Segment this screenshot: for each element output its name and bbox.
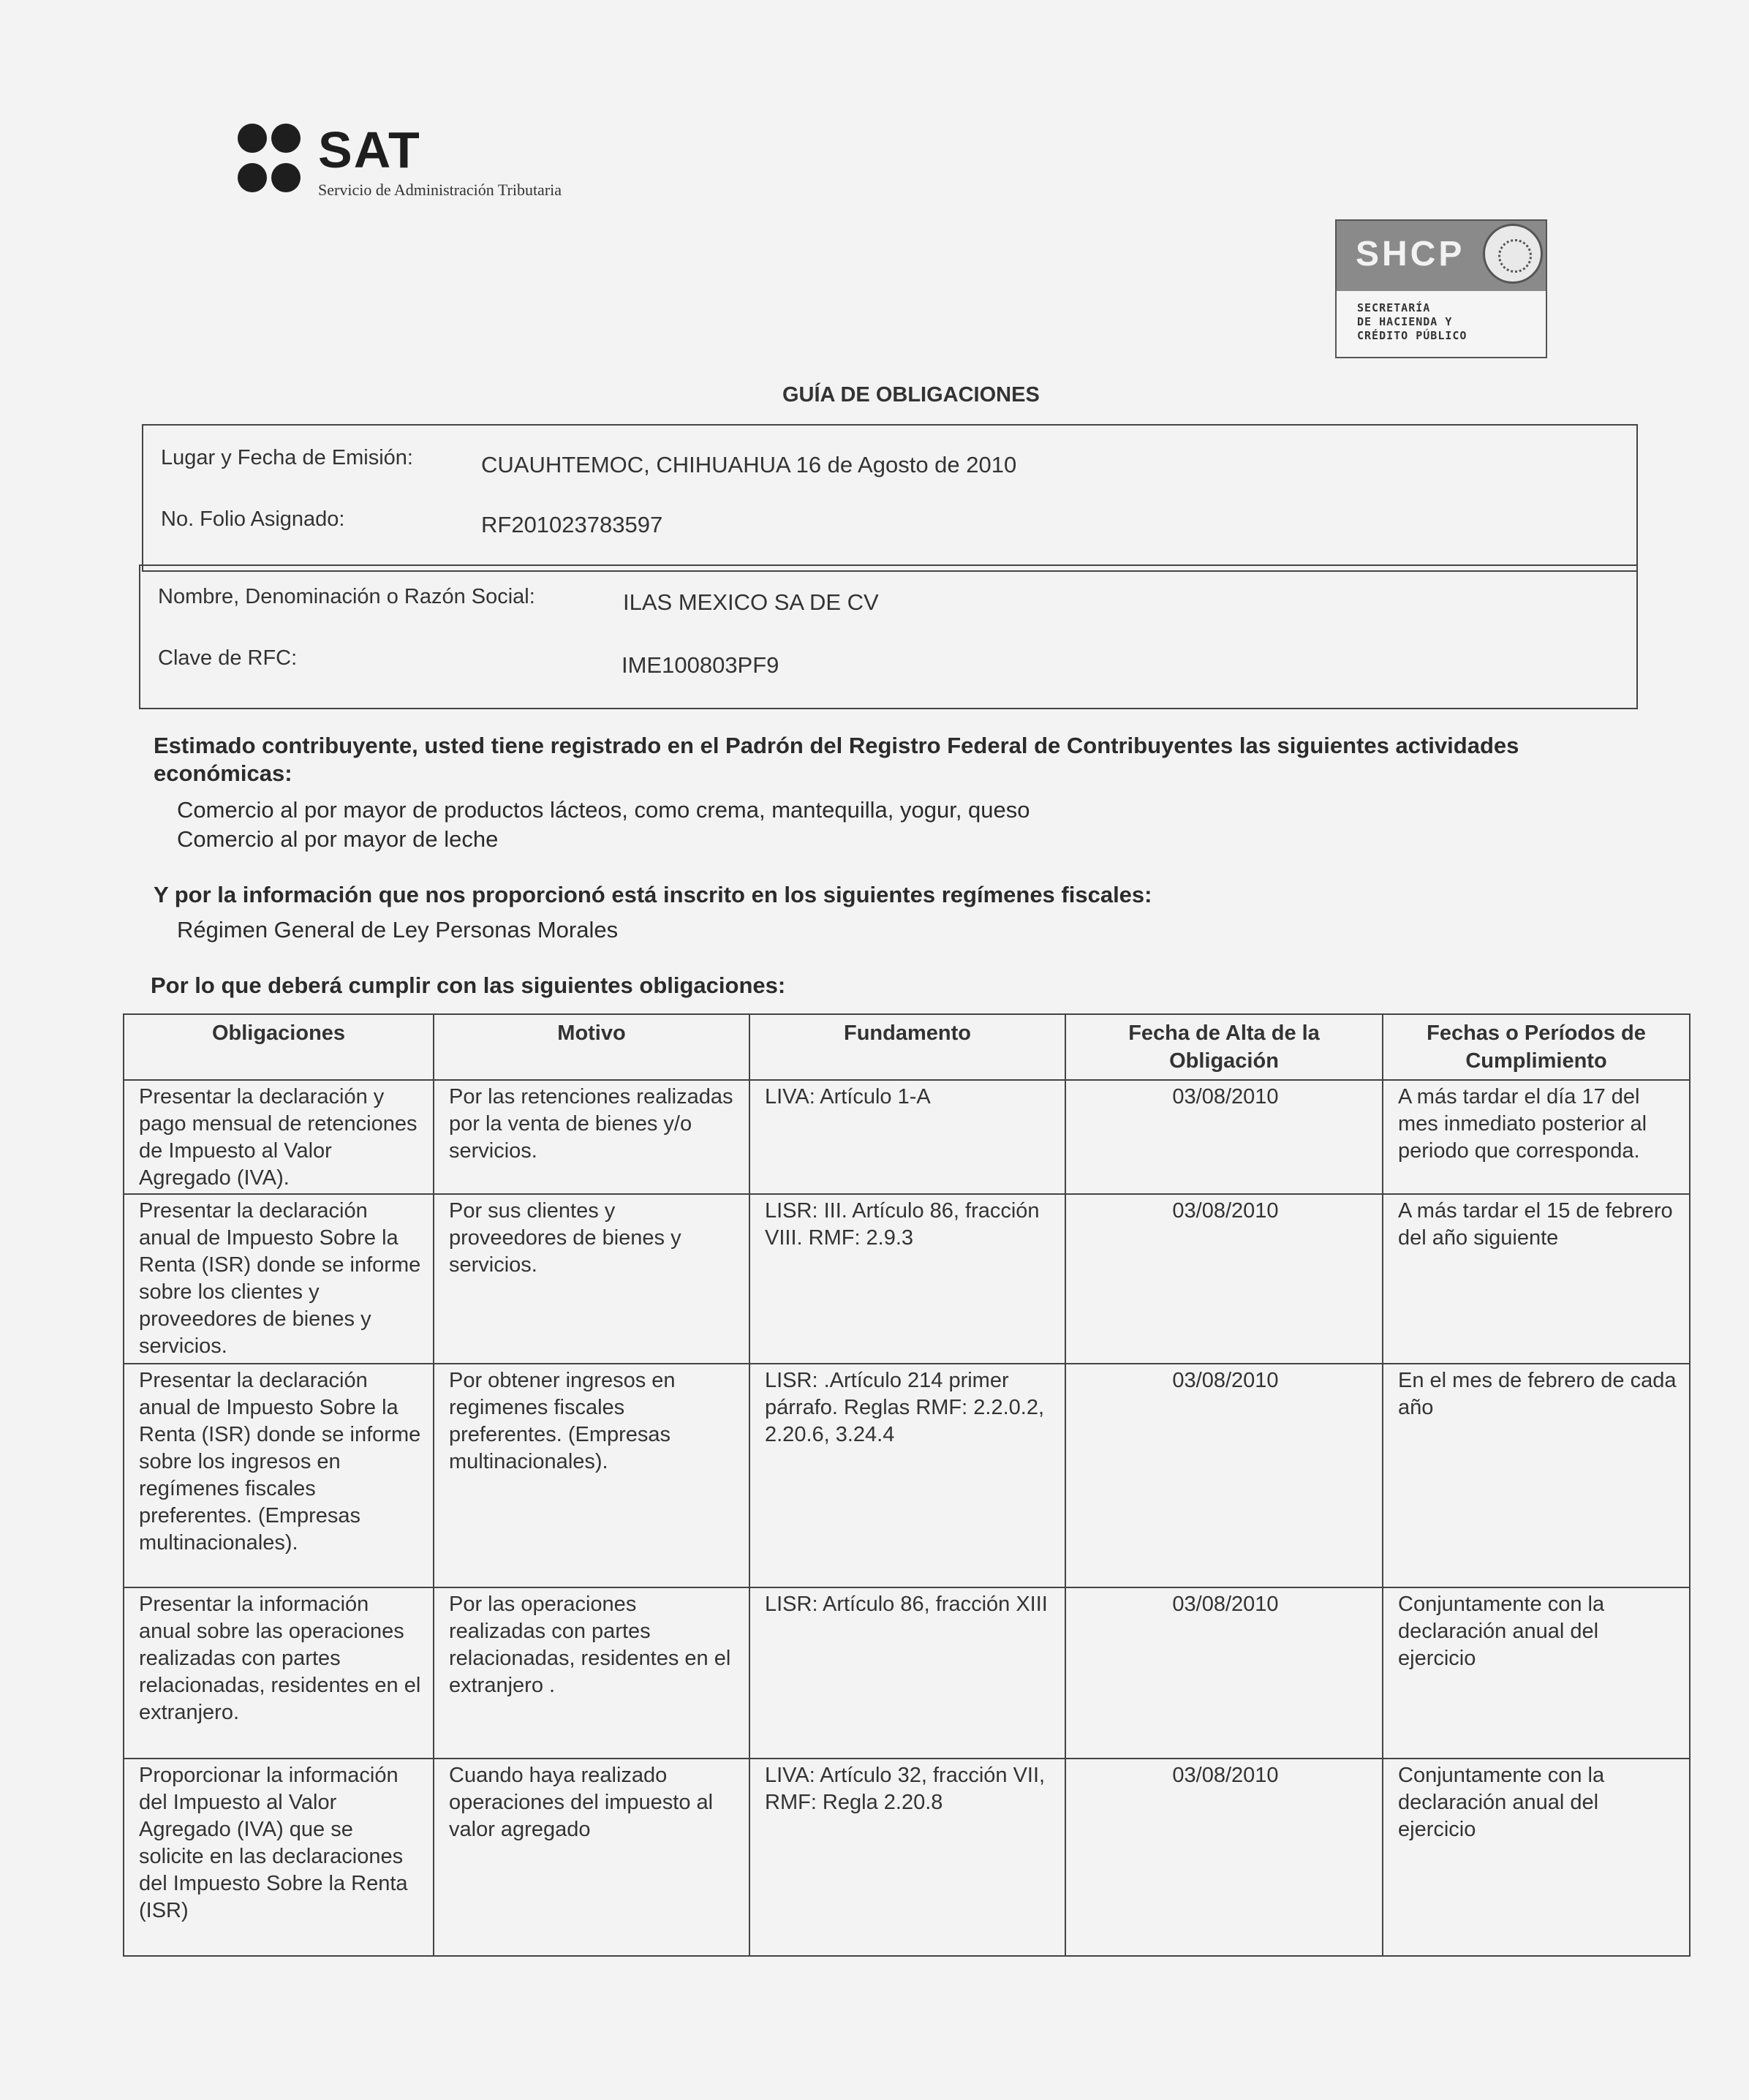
cell-fecha-alta: 03/08/2010 xyxy=(1065,1194,1383,1364)
cell-motivo: Por las retenciones realizadas por la venta de bienes y/o servicios. xyxy=(434,1080,749,1194)
logo-dot xyxy=(238,163,267,192)
cell-fundamento: LIVA: Artículo 32, fracción VII, RMF: Regla 2.20.8 xyxy=(749,1759,1065,1956)
header-fecha-alta: Fecha de Alta de la Obligación xyxy=(1065,1014,1383,1080)
folio-value: RF201023783597 xyxy=(481,512,663,537)
cell-motivo: Por las operaciones realizadas con partes relacionadas, residentes en el extranjero . xyxy=(434,1587,749,1759)
shcp-logo-text: SECRETARÍA DE HACIENDA Y CRÉDITO PÚBLICO xyxy=(1357,301,1467,342)
logo-dot xyxy=(238,124,267,153)
name-label: Nombre, Denominación o Razón Social: xyxy=(158,585,535,608)
folio-label: No. Folio Asignado: xyxy=(161,507,345,531)
document-title: GUÍA DE OBLIGACIONES xyxy=(782,383,1040,407)
cell-fecha-alta: 03/08/2010 xyxy=(1065,1759,1383,1956)
cell-cumplimiento: A más tardar el día 17 del mes inmediato posterior al periodo que corresponda. xyxy=(1383,1080,1690,1194)
cell-fundamento: LISR: III. Artículo 86, fracción VIII. RMF: 2.9.3 xyxy=(749,1194,1065,1364)
cell-fundamento: LISR: Artículo 86, fracción XIII xyxy=(749,1587,1065,1759)
cell-cumplimiento: Conjuntamente con la declaración anual del ejercicio xyxy=(1383,1759,1690,1956)
cell-obligacion: Presentar la declaración y pago mensual de retenciones de Impuesto al Valor Agregado (IVA). xyxy=(124,1080,434,1194)
cell-obligacion: Presentar la información anual sobre las operaciones realizadas con partes relacionadas, residentes en el extranjero. xyxy=(124,1587,434,1759)
cell-fecha-alta: 03/08/2010 xyxy=(1065,1587,1383,1759)
table-row xyxy=(124,1194,1690,1364)
header-fechas-cumplimiento: Fechas o Períodos de Cumplimiento xyxy=(1383,1014,1690,1080)
national-seal-icon xyxy=(1483,224,1543,284)
regimes-intro: Y por la información que nos proporcionó está inscrito en los siguientes regímenes fiscales: xyxy=(154,882,1152,907)
header-fundamento: Fundamento xyxy=(749,1014,1065,1080)
shcp-logo xyxy=(1335,219,1547,358)
taxpayer-box xyxy=(139,564,1638,709)
cell-cumplimiento: A más tardar el 15 de febrero del año siguiente xyxy=(1383,1194,1690,1364)
emission-box xyxy=(142,424,1638,572)
cell-obligacion: Proporcionar la información del Impuesto al Valor Agregado (IVA) que se solicite en las declaraciones del Impuesto Sobre la Renta (ISR) xyxy=(124,1759,434,1956)
header-motivo: Motivo xyxy=(434,1014,749,1080)
header-obligaciones: Obligaciones xyxy=(124,1014,434,1080)
cell-obligacion: Presentar la declaración anual de Impuesto Sobre la Renta (ISR) donde se informe sobre los ingresos en regímenes fiscales preferentes. (Empresas multinacionales). xyxy=(124,1364,434,1587)
cell-fundamento: LIVA: Artículo 1-A xyxy=(749,1080,1065,1194)
cell-motivo: Por obtener ingresos en regimenes fiscales preferentes. (Empresas multinacionales). xyxy=(434,1364,749,1587)
cell-cumplimiento: En el mes de febrero de cada año xyxy=(1383,1364,1690,1587)
sat-logo-subtitle: Servicio de Administración Tributaria xyxy=(318,181,562,199)
place-date-label: Lugar y Fecha de Emisión: xyxy=(161,446,413,469)
rfc-value: IME100803PF9 xyxy=(622,652,779,678)
cell-obligacion: Presentar la declaración anual de Impuesto Sobre la Renta (ISR) donde se informe sobre los clientes y proveedores de bienes y servicios. xyxy=(124,1194,434,1364)
logo-dot xyxy=(271,163,301,192)
obligations-intro: Por lo que deberá cumplir con las siguientes obligaciones: xyxy=(151,972,786,998)
table-header-row xyxy=(124,1014,1690,1080)
cell-fecha-alta: 03/08/2010 xyxy=(1065,1080,1383,1194)
activities-intro-cont: económicas: xyxy=(154,760,292,786)
cell-motivo: Por sus clientes y proveedores de bienes y servicios. xyxy=(434,1194,749,1364)
logo-dot xyxy=(271,124,301,153)
activity-item: Comercio al por mayor de leche xyxy=(177,826,499,852)
obligations-table xyxy=(123,1013,1691,1957)
name-value: ILAS MEXICO SA DE CV xyxy=(623,589,879,615)
table-row xyxy=(124,1759,1690,1956)
shcp-logo-word: SHCP xyxy=(1356,235,1465,273)
activities-intro: Estimado contribuyente, usted tiene registrado en el Padrón del Registro Federal de Contribuyentes las siguientes actividades xyxy=(154,733,1519,758)
cell-fecha-alta: 03/08/2010 xyxy=(1065,1364,1383,1587)
rfc-label: Clave de RFC: xyxy=(158,646,298,670)
regime-item: Régimen General de Ley Personas Morales xyxy=(177,917,619,943)
sat-logo-word: SAT xyxy=(318,121,421,178)
cell-motivo: Cuando haya realizado operaciones del impuesto al valor agregado xyxy=(434,1759,749,1956)
place-date-value: CUAUHTEMOC, CHIHUAHUA 16 de Agosto de 2010 xyxy=(481,452,1017,477)
table-row xyxy=(124,1364,1690,1587)
activity-item: Comercio al por mayor de productos lácteos, como crema, mantequilla, yogur, queso xyxy=(177,797,1030,823)
cell-fundamento: LISR: .Artículo 214 primer párrafo. Reglas RMF: 2.2.0.2, 2.20.6, 3.24.4 xyxy=(749,1364,1065,1587)
table-row xyxy=(124,1080,1690,1194)
cell-cumplimiento: Conjuntamente con la declaración anual del ejercicio xyxy=(1383,1587,1690,1759)
sat-logo xyxy=(238,121,647,208)
table-row xyxy=(124,1587,1690,1759)
